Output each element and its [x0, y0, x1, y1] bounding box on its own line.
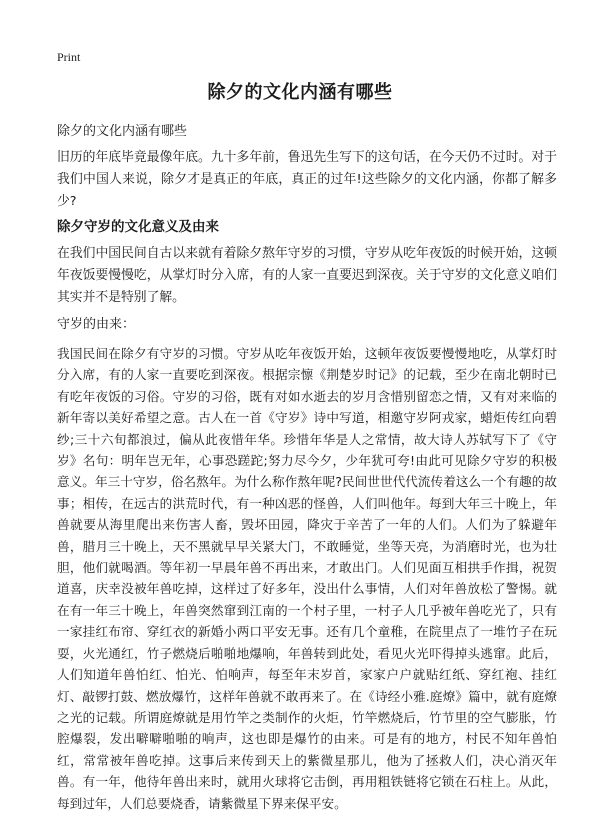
- section-intro-paragraph: 在我们中国民间自古以来就有着除夕熬年守岁的习惯，守岁从吃年夜饭的时候开始，这顿年夜饭要慢慢吃，从掌灯时分入席，有的人家一直要迟到深夜。关于守岁的文化意义咱们其实并不是特别了解。: [57, 246, 557, 305]
- intro-paragraph: 旧历的年底毕竟最像年底。九十多年前，鲁迅先生写下的这句话，在今天仍不过时。对于我们中国人来说，除夕才是真正的年底，真正的过年!这些除夕的文化内涵，你都了解多少?: [57, 150, 557, 209]
- page-title: 除夕的文化内涵有哪些: [207, 82, 393, 103]
- print-label: Print: [57, 50, 81, 64]
- section-heading: 除夕守岁的文化意义及由来: [57, 219, 219, 235]
- article-subtitle: 除夕的文化内涵有哪些: [57, 124, 188, 139]
- origin-body-paragraph: 我国民间在除夕有守岁的习惯。守岁从吃年夜饭开始，这顿年夜饭要慢慢地吃，从掌灯时分入席，有的人家一直要吃到深夜。根据宗懔《荆楚岁时记》的记载，至少在南北朝时已有吃年夜饭的习俗。守岁的习俗，既有对如水逝去的岁月含惜别留恋之情，又有对来临的新年寄以美好希望之意。古人在一首《守岁》诗中写道，相邀守岁阿戎家，蜡炬传红向碧纱;三十六旬都浪过，偏从此夜惜年华。珍惜年华是人之常情，故大诗人苏轼写下了《守岁》名句：明年岂无年，心事恐蹉跎;努力尽今夕，少年犹可夸!由此可见除夕守岁的积极意义。年三十守岁，俗名熬年。为什么称作熬年呢?民间世世代代流传着这么一个有趣的故事；相传，在远古的洪荒时代，有一种凶恶的怪兽，人们叫他年。每到大年三十晚上，年兽就要从海里爬出来伤害人畜，毁坏田园，降灾于辛苦了一年的人们。人们为了躲避年兽，腊月三十晚上，天不黑就早早关紧大门，不敢睡觉，坐等天亮，为消磨时光，也为壮胆，他们就喝酒。等年初一早晨年兽不再出来，才敢出门。人们见面互相拱手作揖，祝贺道喜，庆幸没被年兽吃掉，这样过了好多年，没出什么事情，人们对年兽放松了警惕。就在有一年三十晚上，年兽突然窜到江南的一个村子里，一村子人几乎被年兽吃光了，只有一家挂红布帘、穿红衣的新婚小两口平安无事。还有几个童稚，在院里点了一堆竹子在玩耍，火光通红，竹子燃烧后啪啪地爆响，年兽转到此处，看见火光吓得掉头逃窜。此后，人们知道年兽怕红、怕光、怕响声，每至年末岁首，家家户户就贴红纸、穿红袍、挂红灯、敲锣打鼓、燃放爆竹，这样年兽就不敢再来了。在《诗经小雅.庭燎》篇中，就有庭燎之光的记载。所谓庭燎就是用竹竿之类制作的火炬，竹竿燃烧后，竹节里的空气膨胀，竹腔爆裂，发出噼噼啪啪的响声，这也即是爆竹的由来。可是有的地方，村民不知年兽怕红，常常被年兽吃掉。这事后来传到天上的紫微星那儿，他为了拯救人们，决心消灭年兽。有一年，他待年兽出来时，就用火球将它击倒，再用粗铁链将它锁在石柱上。从此，每到过年，人们总要烧香，请紫微星下界来保平安。: [57, 346, 557, 811]
- origin-label: 守岁的由来：: [57, 317, 136, 332]
